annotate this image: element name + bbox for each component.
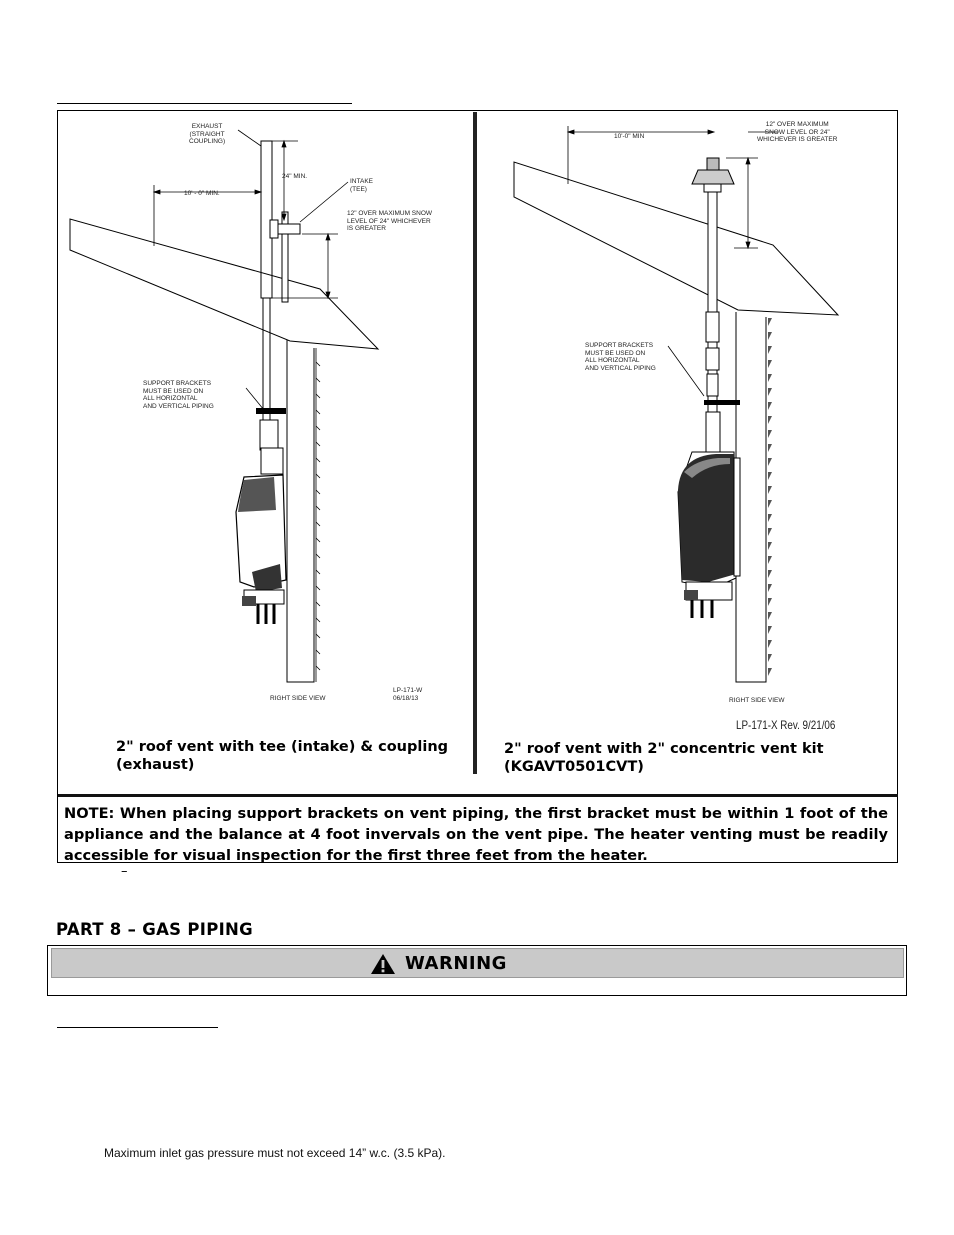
concentric-vent-pipe xyxy=(692,158,734,454)
min-24-label: 24" MIN. xyxy=(282,173,308,180)
wall xyxy=(287,340,314,682)
roof-slab xyxy=(514,162,838,315)
drawing-id-label: LP-171-W 06/18/13 xyxy=(393,687,423,702)
clearance-10ft-label: 10'-0" MIN xyxy=(614,133,645,140)
water-heater-unit xyxy=(236,448,286,624)
wall-siding xyxy=(768,318,772,676)
support-brackets-label: SUPPORT BRACKETS MUST BE USED ON ALL HORIZONTAL AND VERTICAL PIPING xyxy=(585,342,656,372)
exhaust-pipe xyxy=(261,141,272,424)
figure-heading-underline xyxy=(57,103,352,104)
roof-slab xyxy=(70,219,378,349)
section-title: PART 8 – GAS PIPING xyxy=(56,920,253,939)
support-bracket xyxy=(704,400,740,405)
left-caption: 2" roof vent with tee (intake) & coupling (exhaust) xyxy=(116,739,449,773)
view-label: RIGHT SIDE VIEW xyxy=(729,697,785,704)
snow-level-label: 12" OVER MAXIMUM SNOW LEVEL OF 24" WHICHEVER IS GREATER xyxy=(347,210,433,232)
wall-siding xyxy=(316,348,320,682)
inlet-pressure-note: Maximum inlet gas pressure must not exceed 14” w.c. (3.5 kPa). xyxy=(104,1146,446,1160)
warning-triangle-icon xyxy=(370,953,396,975)
exhaust-label: EXHAUST (STRAIGHT COUPLING) xyxy=(189,123,226,145)
revision-label: LP-171-X Rev. 9/21/06 xyxy=(736,718,836,732)
view-label: RIGHT SIDE VIEW xyxy=(270,695,326,702)
intake-tee xyxy=(270,212,300,302)
right-vent-diagram xyxy=(478,112,896,712)
note-divider xyxy=(58,794,898,797)
water-heater-unit xyxy=(678,452,740,618)
clearance-10ft-label: 10' - 0" MIN. xyxy=(184,190,220,197)
warning-label: WARNING xyxy=(405,953,507,974)
support-bracket xyxy=(256,408,286,414)
left-vent-diagram xyxy=(58,112,472,712)
snow-level-label: 12" OVER MAXIMUM SNOW LEVEL OR 24" WHICHEVER IS GREATER xyxy=(757,121,838,143)
subheading-underline xyxy=(57,1027,218,1028)
dash-mark: – xyxy=(121,864,128,879)
support-bracket-note: NOTE: When placing support brackets on vent piping, the first bracket must be within 1 foot of the appliance and the balance at 4 foot invervals on the vent pipe. The heater venting must be readily accessible for visual inspection for the first three feet from the heater. xyxy=(64,805,888,864)
lower-vent-pipe xyxy=(260,420,278,450)
intake-label: INTAKE (TEE) xyxy=(350,178,373,193)
support-brackets-label: SUPPORT BRACKETS MUST BE USED ON ALL HORIZONTAL AND VERTICAL PIPING xyxy=(143,380,214,410)
panel-divider xyxy=(473,112,477,774)
right-caption: 2" roof vent with 2" concentric vent kit (KGAVT0501CVT) xyxy=(504,741,824,775)
